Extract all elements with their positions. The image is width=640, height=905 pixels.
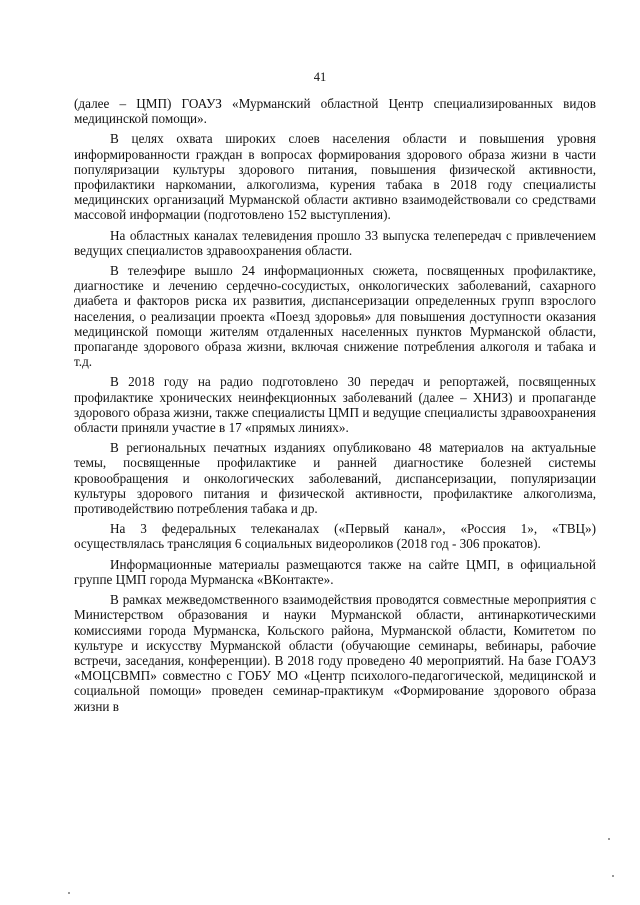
- paragraph-7: На 3 федеральных телеканалах («Первый канал», «Россия 1», «ТВЦ») осуществлялась трансляция 6 социальных видеороликов (2018 год - 306 прокатов).: [74, 521, 596, 552]
- scan-speck: [612, 875, 614, 877]
- paragraph-8: Информационные материалы размещаются также на сайте ЦМП, в официальной группе ЦМП города Мурманска «ВКонтакте».: [74, 556, 596, 587]
- scan-speck: [68, 892, 70, 894]
- document-body: [74, 96, 596, 719]
- paragraph-1: (далее – ЦМП) ГОАУЗ «Мурманский областной Центр специализированных видов медицинской помощи».: [74, 96, 596, 127]
- paragraph-3: На областных каналах телевидения прошло 33 выпуска телепередач с привлечением ведущих специалистов здравоохранения области.: [74, 227, 596, 258]
- paragraph-5: В 2018 году на радио подготовлено 30 передач и репортажей, посвященных профилактике хронических неинфекционных заболеваний (далее – ХНИЗ) и пропаганде здорового образа жизни, также специалисты ЦМП и ведущие специалисты здравоохранения области приняли участие в 17 «прямых линиях».: [74, 374, 596, 436]
- paragraph-6: В региональных печатных изданиях опубликовано 48 материалов на актуальные темы, посвященные профилактике и ранней диагностике болезней системы кровообращения и онкологических заболеваний, диспансеризации, популяризации культуры здорового питания и физической активности, профилактике алкоголизма, противодействию потребления табака и др.: [74, 440, 596, 517]
- paragraph-9: В рамках межведомственного взаимодействия проводятся совместные мероприятия с Министерством образования и науки Мурманской области, антинаркотическими комиссиями города Мурманска, Кольского района, Мурманской области, Комитетом по культуре и искусству Мурманской области (обучающие семинары, вебинары, рабочие встречи, заседания, конференции). В 2018 году проведено 40 мероприятий. На базе ГОАУЗ «МОЦСВМП» совместно с ГОБУ МО «Центр психолого-педагогической, медицинской и социальной помощи» проведен семинар-практикум «Формирование здорового образа жизни в: [74, 592, 596, 714]
- paragraph-2: В целях охвата широких слоев населения области и повышения уровня информированности граждан в вопросах формирования здорового образа жизни в части популяризации культуры здорового питания, повышения физической активности, профилактики наркомании, алкоголизма, курения табака в 2018 году специалисты медицинских организаций Мурманской области активно взаимодействовали со средствами массовой информации (подготовлено 152 выступления).: [74, 131, 596, 223]
- page-number: 41: [313, 70, 327, 84]
- scan-speck: [608, 838, 610, 840]
- paragraph-4: В телеэфире вышло 24 информационных сюжета, посвященных профилактике, диагностике и лечению сердечно-сосудистых, онкологических заболеваний, сахарного диабета и факторов риска их развития, диспансеризации определенных групп взрослого населения, о реализации проекта «Поезд здоровья» для повышения доступности оказания медицинской помощи жителям отдаленных населенных пунктов Мурманской области, пропаганде здорового образа жизни, включая снижение потребления алкоголя и табака и т.д.: [74, 263, 596, 370]
